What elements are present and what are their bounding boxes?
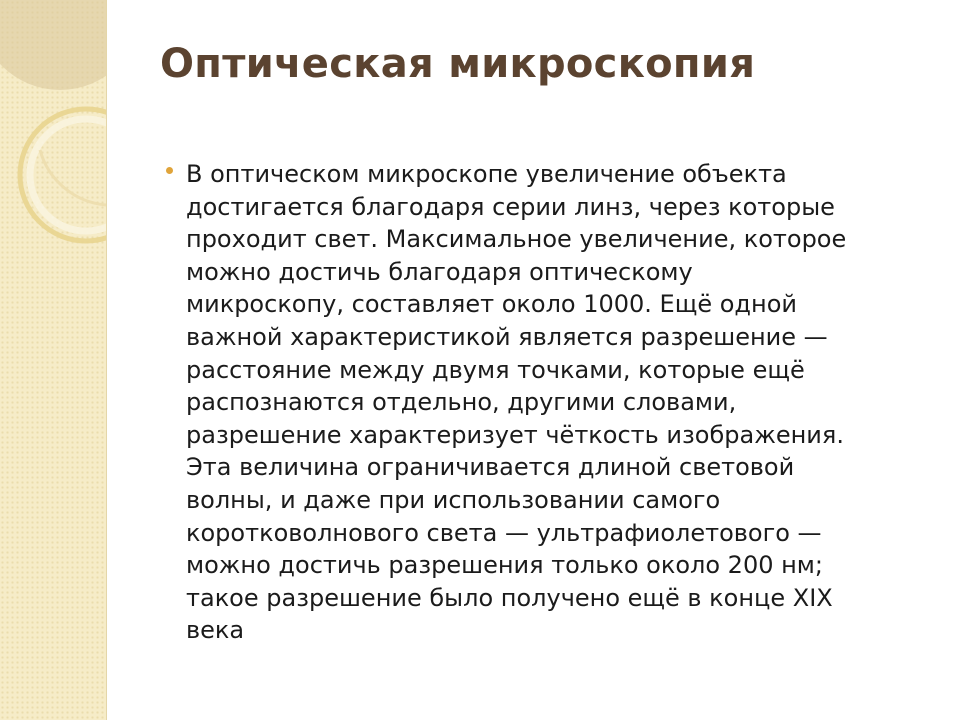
bullet-text-line: волны, и даже при использовании самого — [186, 485, 721, 514]
bullet-text-line: Эта величина ограничивается длиной световой — [186, 453, 795, 482]
decorative-arc — [40, 150, 106, 205]
bullet-text-line: коротковолнового света — ультрафиолетового — — [186, 518, 822, 547]
decorative-ring-inner — [30, 119, 106, 231]
slide-content — [162, 158, 932, 647]
decorative-side-panel — [0, 0, 107, 720]
decorative-circle-top — [0, 0, 106, 90]
bullet-dot-icon — [166, 167, 173, 174]
bullet-text-line: расстояние между двумя точками, которые ещё — [186, 355, 805, 384]
decorative-circles — [0, 0, 106, 720]
bullet-text-line: разрешение характеризует чёткость изображения. — [186, 420, 844, 449]
bullet-text-line: можно достичь благодаря оптическому — [186, 257, 693, 286]
bullet-text-line: В оптическом микроскопе увеличение объекта — [186, 160, 787, 188]
bullet-text-line: распознаются отдельно, другими словами, — [186, 388, 737, 417]
bullet-item — [162, 158, 932, 647]
bullet-text-line: века — [186, 616, 245, 645]
bullet-text — [186, 158, 936, 647]
bullet-text-line: проходит свет. Максимальное увеличение, которое — [186, 225, 847, 254]
slide-title: Оптическая микроскопия — [160, 41, 756, 87]
bullet-text-line: микроскопу, составляет около 1000. Ещё одной — [186, 290, 797, 319]
bullet-text-line: достигается благодаря серии линз, через которые — [186, 192, 835, 221]
bullet-text-line: важной характеристикой является разрешение — — [186, 322, 828, 351]
bullet-text-line: можно достичь разрешения только около 200 нм; — [186, 551, 823, 580]
bullet-text-line: такое разрешение было получено ещё в конце XIX — [186, 583, 833, 612]
